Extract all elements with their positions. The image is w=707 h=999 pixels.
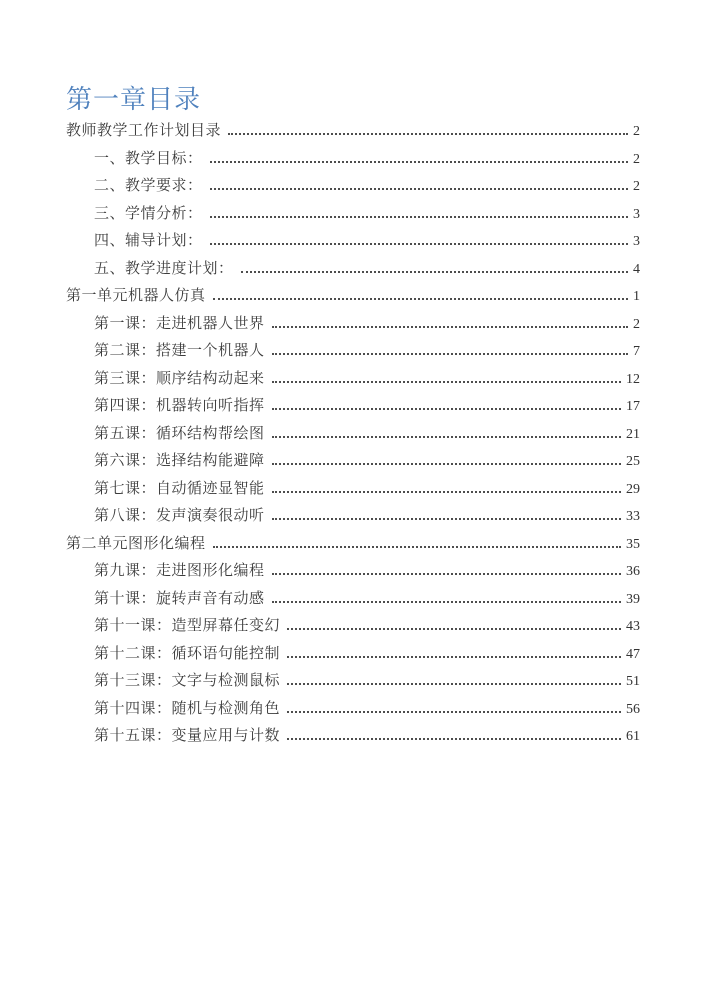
toc-entry-page: 29 <box>626 481 640 497</box>
toc-entry[interactable] <box>66 668 640 696</box>
toc-entry-label: 二、教学要求： <box>94 178 203 194</box>
toc-entry[interactable] <box>66 338 640 366</box>
toc-entry-page: 21 <box>626 426 640 442</box>
toc-entry[interactable] <box>66 256 640 284</box>
toc-entry-page: 2 <box>633 179 640 194</box>
toc-dot-leader <box>228 133 628 135</box>
toc-entry-page: 47 <box>626 646 640 662</box>
toc-entry[interactable] <box>66 613 640 641</box>
toc-entry-label: 第十三课：文字与检测鼠标 <box>94 673 281 689</box>
toc-entry-label: 第一单元机器人仿真 <box>66 288 206 304</box>
toc-dot-leader <box>272 573 621 575</box>
toc-dot-leader <box>241 271 628 273</box>
toc-entry-page: 25 <box>626 454 640 469</box>
toc-entry[interactable] <box>66 283 640 311</box>
toc-entry-label: 第四课：机器转向听指挥 <box>94 398 265 414</box>
toc-entry-label: 第十一课：造型屏幕任变幻 <box>94 618 281 634</box>
toc-entry-page: 56 <box>626 701 640 717</box>
toc-entry-label: 第一课：走进机器人世界 <box>94 315 265 332</box>
toc-entry-page: 51 <box>626 674 640 689</box>
toc-dot-leader <box>272 381 621 383</box>
toc-dot-leader <box>272 326 628 328</box>
toc-entry[interactable] <box>66 201 640 229</box>
toc-entry[interactable] <box>66 146 640 174</box>
toc-dot-leader <box>272 601 621 603</box>
toc-entry-label: 第五课：循环结构帮绘图 <box>94 425 265 442</box>
toc-entry[interactable] <box>66 696 640 724</box>
toc-dot-leader <box>272 408 621 410</box>
toc-entry-label: 第七课：自动循迹显智能 <box>94 480 265 497</box>
toc-entry-page: 36 <box>626 564 640 579</box>
toc-dot-leader <box>287 738 621 740</box>
toc-entry[interactable] <box>66 393 640 421</box>
toc-entry-page: 3 <box>633 206 640 222</box>
toc-entry[interactable] <box>66 448 640 476</box>
toc-entry-page: 2 <box>633 151 640 167</box>
toc-dot-leader <box>210 188 628 190</box>
toc-entry-label: 第三课：顺序结构动起来 <box>94 370 265 387</box>
toc-entry-page: 33 <box>626 509 640 524</box>
toc-dot-leader <box>287 656 621 658</box>
toc-entry-label: 五、教学进度计划： <box>94 260 234 277</box>
toc-entry-label: 第十二课：循环语句能控制 <box>94 645 281 662</box>
toc-entry[interactable] <box>66 476 640 504</box>
toc-entry-page: 17 <box>626 399 640 414</box>
toc-entry-page: 3 <box>633 234 640 249</box>
toc-entry-label: 第二课：搭建一个机器人 <box>94 343 265 359</box>
toc-dot-leader <box>287 683 621 685</box>
toc-entry-page: 1 <box>633 289 640 304</box>
toc-entry[interactable] <box>66 558 640 586</box>
toc-entry[interactable] <box>66 228 640 256</box>
toc-dot-leader <box>287 711 621 713</box>
toc-dot-leader <box>272 518 621 520</box>
toc-entry-label: 第十四课：随机与检测角色 <box>94 700 281 717</box>
toc-entry-page: 43 <box>626 619 640 634</box>
toc-entry-label: 第九课：走进图形化编程 <box>94 563 265 579</box>
toc-entry[interactable] <box>66 531 640 559</box>
toc-entry-page: 39 <box>626 591 640 607</box>
toc-entry-page: 2 <box>633 124 640 139</box>
toc-dot-leader <box>210 161 628 163</box>
toc-entry[interactable] <box>66 173 640 201</box>
toc-entry[interactable] <box>66 311 640 339</box>
toc-section <box>66 84 640 751</box>
toc-entry-label: 教师教学工作计划目录 <box>66 123 222 139</box>
toc-dot-leader <box>272 491 621 493</box>
toc-dot-leader <box>272 353 628 355</box>
toc-entry-page: 61 <box>626 729 640 744</box>
toc-dot-leader <box>210 243 628 245</box>
toc-entry-page: 2 <box>633 316 640 332</box>
toc-entry[interactable] <box>66 641 640 669</box>
toc-entry-label: 第六课：选择结构能避障 <box>94 453 265 469</box>
toc-entry-label: 第八课：发声演奏很动听 <box>94 508 265 524</box>
toc-entry-label: 一、教学目标： <box>94 150 203 167</box>
toc-dot-leader <box>213 298 628 300</box>
toc-entry-label: 第十课：旋转声音有动感 <box>94 590 265 607</box>
toc-dot-leader <box>210 216 628 218</box>
toc-entry[interactable] <box>66 586 640 614</box>
page-title: 第一章目录 <box>66 85 202 114</box>
toc-dot-leader <box>272 463 621 465</box>
toc-entry[interactable] <box>66 366 640 394</box>
toc-entry-label: 第十五课：变量应用与计数 <box>94 728 281 744</box>
toc-entry-label: 第二单元图形化编程 <box>66 535 206 552</box>
toc-entry[interactable] <box>66 118 640 146</box>
toc-dot-leader <box>287 628 621 630</box>
toc-entry[interactable] <box>66 421 640 449</box>
toc-entry[interactable] <box>66 503 640 531</box>
toc-entry-page: 12 <box>626 371 640 387</box>
toc-entry-label: 四、辅导计划： <box>94 233 203 249</box>
toc-entry[interactable] <box>66 723 640 751</box>
toc-entry-label: 三、学情分析： <box>94 205 203 222</box>
toc-entry-page: 7 <box>633 344 640 359</box>
toc-list <box>66 118 640 751</box>
toc-dot-leader <box>272 436 621 438</box>
toc-entry-page: 4 <box>633 261 640 277</box>
toc-dot-leader <box>213 546 621 548</box>
toc-entry-page: 35 <box>626 536 640 552</box>
